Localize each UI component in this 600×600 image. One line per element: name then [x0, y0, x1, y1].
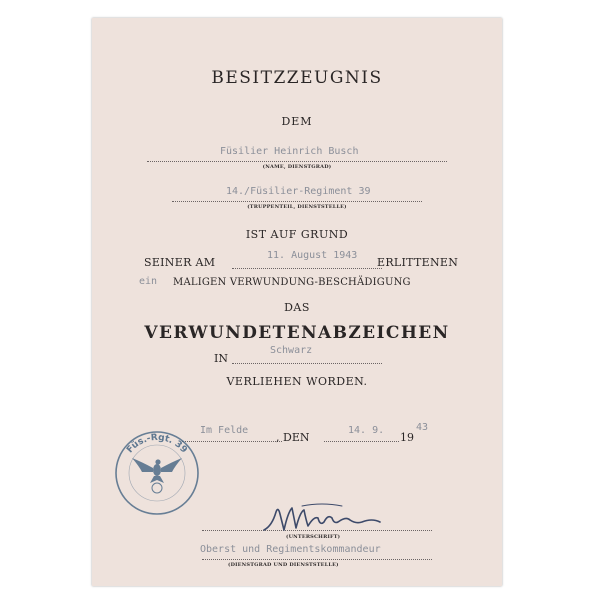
seiner-am-text: SEINER AM — [144, 256, 216, 269]
dem-label: DEM — [281, 115, 313, 128]
wound-date-value: 11. August 1943 — [267, 250, 358, 261]
name-dotted-line — [147, 161, 447, 162]
certificate-heading: BESITZZEUGNIS — [211, 68, 383, 88]
unit-caption: (TRUPPENTEIL, DIENSTSTELLE) — [247, 204, 347, 210]
unit-value: 14./Füsilier-Regiment 39 — [226, 186, 371, 197]
rank-caption: (DIENSTGRAD UND DIENSTSTELLE) — [228, 562, 339, 568]
das-label: DAS — [284, 301, 310, 314]
maligen-text: MALIGEN VERWUNDUNG-BESCHÄDIGUNG — [173, 277, 411, 288]
rank-dotted-line — [202, 559, 432, 560]
issue-date-dotted-line — [324, 441, 399, 442]
name-caption: (NAME, DIENSTGRAD) — [262, 164, 332, 170]
unit-dotted-line — [172, 201, 422, 202]
erlittenen-text: ERLITTENEN — [377, 256, 459, 269]
stamp-text: Füs.-Rgt. 39 — [125, 432, 189, 456]
eagle-emblem-icon — [132, 458, 182, 493]
grade-dotted-line — [232, 363, 382, 364]
certificate-paper — [92, 18, 502, 586]
award-title: VERWUNDETENABZEICHEN — [144, 323, 450, 343]
svg-text:Füs.-Rgt. 39 — [125, 433, 189, 455]
place-value: Im Felde — [200, 425, 249, 436]
ein-prefix-value: ein — [139, 276, 158, 287]
ist-auf-grund-text: IST AUF GRUND — [245, 228, 349, 241]
verliehen-text: VERLIEHEN WORDEN. — [226, 375, 368, 388]
den-label: , DEN — [276, 431, 310, 444]
signature-caption: (UNTERSCHRIFT) — [286, 534, 341, 540]
grade-value: Schwarz — [270, 345, 313, 356]
wound-date-dotted-line — [232, 268, 382, 269]
in-label: IN — [214, 352, 228, 365]
issue-date-value: 14. 9. — [348, 425, 385, 436]
year-prefix: 19 — [400, 431, 414, 444]
name-value: Füsilier Heinrich Busch — [220, 146, 359, 157]
year-suffix-value: 43 — [416, 422, 429, 433]
unit-stamp — [112, 428, 202, 518]
rank-value: Oberst und Regimentskommandeur — [200, 544, 381, 555]
